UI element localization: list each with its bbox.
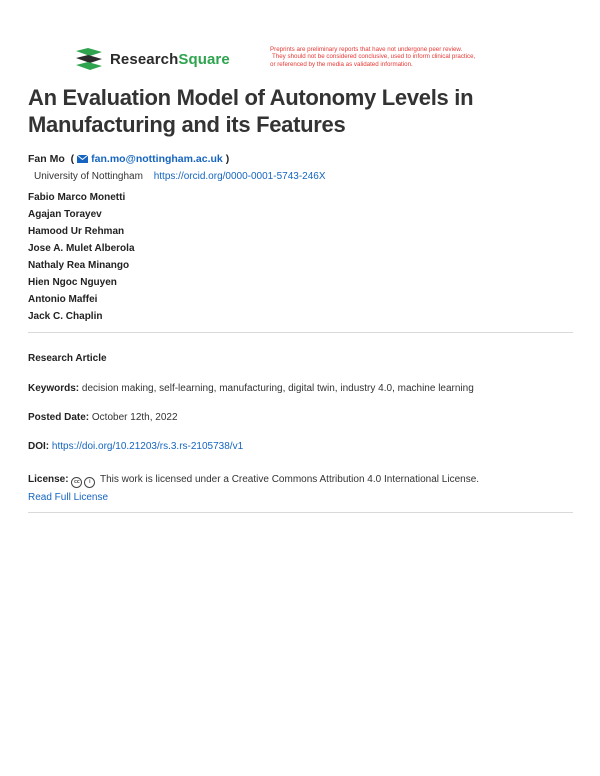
author-email: fan.mo@nottingham.ac.uk (91, 153, 223, 165)
disclaimer-line-2: They should not be considered conclusive, used to inform clinical practice, (272, 53, 476, 61)
doi-label: DOI: (28, 441, 50, 452)
brand-name (110, 51, 230, 68)
corresponding-author-name: Fan Mo (28, 153, 65, 165)
license-text: This work is licensed under a Creative Commons Attribution 4.0 International License. (99, 474, 480, 485)
posted-date-value: October 12th, 2022 (91, 412, 178, 423)
author-name: Antonio Maffei (28, 294, 98, 305)
author-name: Hamood Ur Rehman (28, 226, 125, 237)
keywords-label: Keywords: (28, 383, 80, 394)
author-name: Hien Ngoc Nguyen (28, 277, 117, 288)
brand-research: Research (110, 50, 179, 68)
divider-bottom (28, 512, 573, 513)
mail-icon (77, 155, 88, 163)
license-row (28, 471, 568, 507)
author-name: Jose A. Mulet Alberola (28, 243, 135, 254)
affiliation-line (34, 171, 326, 182)
cc-icon: cc (71, 477, 82, 488)
posted-date-label: Posted Date: (28, 412, 90, 423)
author-name: Nathaly Rea Minango (28, 260, 130, 271)
keywords-value: decision making, self-learning, manufacturing, digital twin, industry 4.0, machine learning (81, 383, 474, 394)
doi-link[interactable]: https://doi.org/10.21203/rs.3.rs-2105738/v1 (51, 441, 244, 452)
author-list (28, 189, 135, 325)
disclaimer-line-3: or referenced by the media as validated information. (270, 60, 413, 68)
author-name: Jack C. Chaplin (28, 311, 103, 322)
article-type (28, 353, 107, 364)
open-paren: ( (67, 153, 75, 165)
keywords-row (28, 383, 474, 394)
author-name: Agajan Torayev (28, 209, 102, 220)
affiliation: University of Nottingham (34, 171, 143, 182)
corresponding-author (28, 153, 232, 165)
close-paren: ) (225, 153, 230, 165)
posted-date-row (28, 412, 178, 423)
research-square-logo-icon (74, 47, 104, 71)
attribution-icon: i (84, 477, 95, 488)
research-square-logo[interactable] (74, 47, 230, 71)
author-email-link[interactable] (77, 153, 223, 165)
orcid-link[interactable]: https://orcid.org/0000-0001-5743-246X (153, 171, 326, 182)
brand-square: Square (178, 50, 230, 68)
article-type-label: Research Article (28, 353, 107, 364)
paper-title: An Evaluation Model of Autonomy Levels in Manufacturing and its Features (28, 85, 474, 137)
author-name: Fabio Marco Monetti (28, 192, 126, 203)
doi-row (28, 441, 243, 452)
disclaimer-line-1: Preprints are preliminary reports that have not undergone peer review. (270, 46, 463, 53)
license-label: License: (28, 474, 69, 485)
divider-top (28, 332, 573, 333)
preprint-disclaimer (270, 46, 560, 68)
read-full-license-link[interactable]: Read Full License (28, 492, 109, 503)
